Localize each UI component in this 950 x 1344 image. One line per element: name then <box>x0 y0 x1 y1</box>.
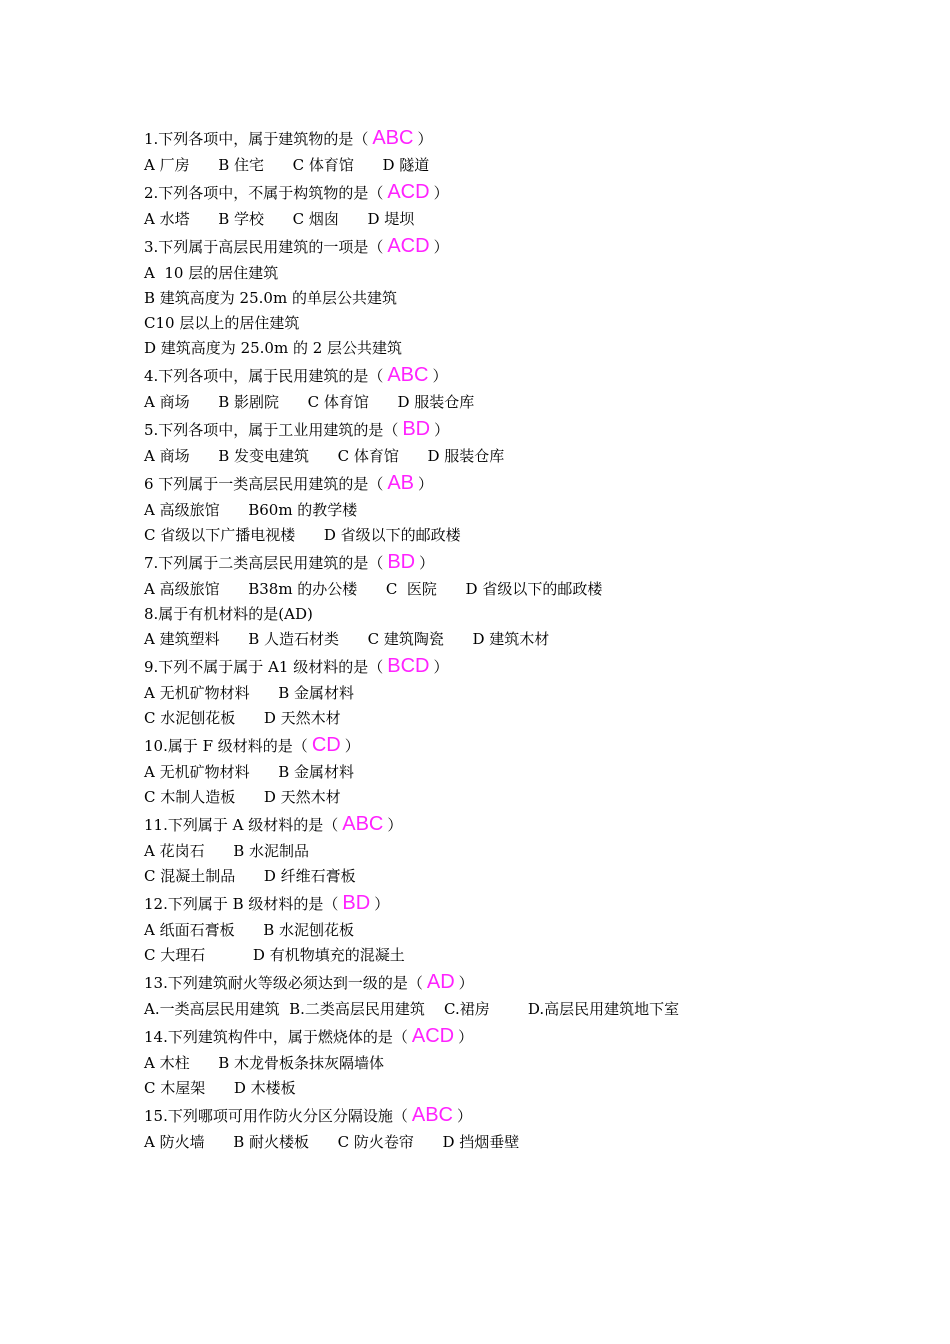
option-line: A 厂房 B 住宅 C 体育馆 D 隧道 <box>144 156 430 174</box>
question-text: ） <box>432 367 448 385</box>
question-text: 4.下列各项中，属于民用建筑的是（ <box>144 367 384 385</box>
question-text: ） <box>433 658 449 676</box>
question-stem <box>144 731 844 760</box>
question-stem <box>144 889 844 918</box>
question-stem <box>144 178 844 207</box>
option-line: A 高级旅馆 B60m 的教学楼 <box>144 501 358 519</box>
option-line: A 花岗石 B 水泥制品 <box>144 842 310 860</box>
question-text: 15.下列哪项可用作防火分区分隔设施（ <box>144 1107 408 1125</box>
option-line: A 木柱 B 木龙骨板条抹灰隔墙体 <box>144 1054 385 1072</box>
question-list <box>144 124 844 1155</box>
question-text: 7.下列属于二类高层民用建筑的是（ <box>144 554 384 572</box>
question-text: 5.下列各项中，属于工业用建筑的是（ <box>144 421 399 439</box>
option-line: A 防火墙 B 耐火楼板 C 防火卷帘 D 挡烟垂壁 <box>144 1133 520 1151</box>
option-line: D 建筑高度为 25.0m 的 2 层公共建筑 <box>144 339 403 357</box>
question-stem <box>144 469 844 498</box>
question-stem <box>144 124 844 153</box>
option-line: A 纸面石膏板 B 水泥刨花板 <box>144 921 355 939</box>
answer-text: ABC <box>342 813 384 835</box>
option-line: C 省级以下广播电视楼 D 省级以下的邮政楼 <box>144 526 461 544</box>
option-line: C10 层以上的居住建筑 <box>144 314 300 332</box>
question-text: ） <box>434 421 450 439</box>
option-line: C 混凝土制品 D 纤维石膏板 <box>144 867 356 885</box>
question-stem <box>144 968 844 997</box>
option-line: C 木屋架 D 木楼板 <box>144 1079 296 1097</box>
answer-text: BD <box>387 551 416 573</box>
question-text: 9.下列不属于属于 A1 级材料的是（ <box>144 658 384 676</box>
question-text: 3.下列属于高层民用建筑的一项是（ <box>144 238 384 256</box>
question-text: 1.下列各项中，属于建筑物的是（ <box>144 130 369 148</box>
question-text: ） <box>458 974 474 992</box>
question-stem <box>144 361 844 390</box>
answer-text: BCD <box>387 655 430 677</box>
question-text: 12.下列属于 B 级材料的是（ <box>144 895 339 913</box>
answer-text: BD <box>402 418 431 440</box>
question-text: 6 下列属于一类高层民用建筑的是（ <box>144 475 384 493</box>
option-line: A.一类高层民用建筑 B.二类高层民用建筑 C.裙房 D.高层民用建筑地下室 <box>144 1000 680 1018</box>
answer-text: BD <box>342 892 371 914</box>
question-text: 10.属于 F 级材料的是（ <box>144 737 308 755</box>
option-line: C 大理石 D 有机物填充的混凝土 <box>144 946 405 964</box>
question-text: ） <box>458 1028 474 1046</box>
option-line: C 水泥刨花板 D 天然木材 <box>144 709 341 727</box>
question-text: ） <box>433 184 449 202</box>
option-line: A 商场 B 影剧院 C 体育馆 D 服装仓库 <box>144 393 475 411</box>
question-text: ） <box>417 130 433 148</box>
option-line: A 无机矿物材料 B 金属材料 <box>144 684 355 702</box>
option-line: A 高级旅馆 B38m 的办公楼 C 医院 D 省级以下的邮政楼 <box>144 580 603 598</box>
question-text: 11.下列属于 A 级材料的是（ <box>144 816 339 834</box>
question-text: ） <box>387 816 403 834</box>
option-line: A 10 层的居住建筑 <box>144 264 279 282</box>
question-text: ） <box>419 554 435 572</box>
option-line: A 无机矿物材料 B 金属材料 <box>144 763 355 781</box>
option-line: B 建筑高度为 25.0m 的单层公共建筑 <box>144 289 397 307</box>
option-line: A 商场 B 发变电建筑 C 体育馆 D 服装仓库 <box>144 447 505 465</box>
question-text: 14.下列建筑构件中，属于燃烧体的是（ <box>144 1028 408 1046</box>
question-stem <box>144 652 844 681</box>
question-text: ） <box>418 475 434 493</box>
option-line: A 建筑塑料 B 人造石材类 C 建筑陶瓷 D 建筑木材 <box>144 630 550 648</box>
question-text: ） <box>433 238 449 256</box>
option-line: C 木制人造板 D 天然木材 <box>144 788 341 806</box>
question-stem <box>144 1022 844 1051</box>
option-line: A 水塔 B 学校 C 烟囱 D 堤坝 <box>144 210 415 228</box>
answer-text: ACD <box>411 1025 455 1047</box>
question-stem <box>144 1101 844 1130</box>
option-line: 8.属于有机材料的是(AD) <box>144 605 313 623</box>
answer-text: ABC <box>387 364 429 386</box>
answer-text: ABC <box>411 1104 453 1126</box>
answer-text: ACD <box>387 181 430 203</box>
answer-text: ACD <box>387 235 430 257</box>
question-text: ） <box>374 895 390 913</box>
question-stem <box>144 548 844 577</box>
question-text: ） <box>344 737 360 755</box>
question-stem <box>144 415 844 444</box>
answer-text: ABC <box>372 127 414 149</box>
answer-text: CD <box>311 734 341 756</box>
answer-text: AB <box>387 472 415 494</box>
question-stem <box>144 810 844 839</box>
answer-text: AD <box>426 971 455 993</box>
question-stem <box>144 232 844 261</box>
question-text: 2.下列各项中，不属于构筑物的是（ <box>144 184 384 202</box>
question-text: 13.下列建筑耐火等级必须达到一级的是（ <box>144 974 423 992</box>
question-text: ） <box>456 1107 472 1125</box>
